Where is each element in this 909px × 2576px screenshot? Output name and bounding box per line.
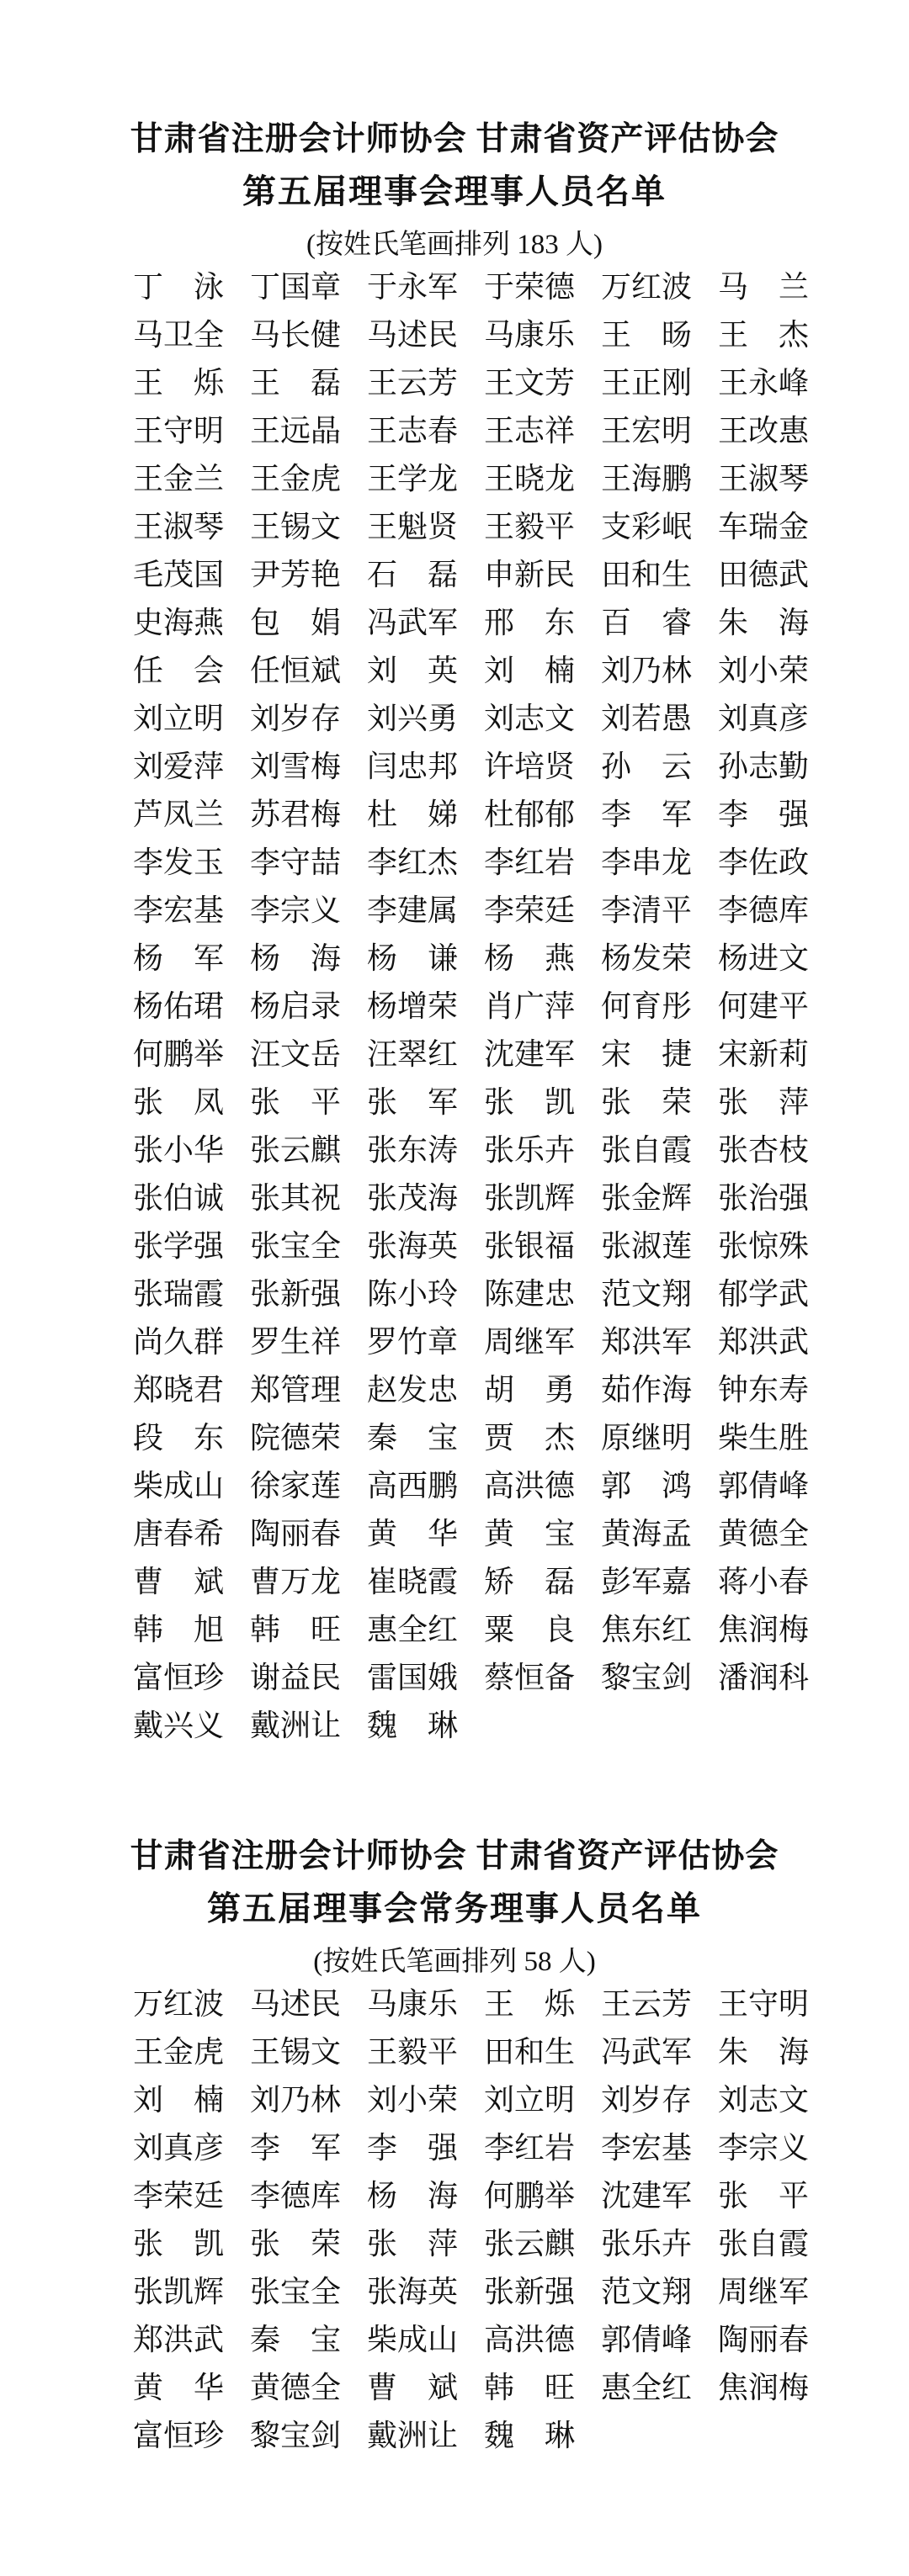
member-name: 王正刚 [601,366,693,400]
member-name: 张新强 [484,2275,576,2308]
member-name: 张其祝 [250,1181,342,1215]
member-name: 李 军 [601,798,693,831]
member-name: 唐春希 [133,1517,225,1550]
member-name: 刘 楠 [133,2083,225,2117]
member-name: 秦 宝 [250,2323,342,2356]
member-name: 刘乃林 [250,2083,342,2117]
member-name: 柴成山 [133,1469,225,1503]
member-name: 黎宝剑 [250,2419,342,2452]
member-name: 张学强 [133,1229,225,1263]
member-name: 李宗义 [250,893,342,927]
member-name: 戴洲让 [250,1709,342,1742]
member-name: 张 平 [250,1085,342,1119]
member-name: 杨启录 [250,989,342,1023]
member-name: 杨进文 [718,941,810,975]
member-name: 王云芳 [601,1987,693,2021]
member-name: 张 平 [718,2179,810,2213]
member-name: 石 磊 [367,558,459,591]
member-name: 史海燕 [133,606,225,639]
member-name: 刘岁存 [601,2083,693,2117]
member-name: 曹万龙 [250,1565,342,1598]
member-name: 马述民 [250,1987,342,2021]
member-name: 曹 斌 [367,2371,459,2404]
member-name: 惠全红 [601,2371,693,2404]
member-name: 何建平 [718,989,810,1023]
member-name: 王金虎 [250,462,342,496]
member-name: 王金兰 [133,462,225,496]
member-name: 钟东寿 [718,1373,810,1407]
member-name: 范文翔 [601,2275,693,2308]
member-name: 张 凯 [133,2227,225,2261]
member-name: 刘志文 [718,2083,810,2117]
member-name: 赵发忠 [367,1373,459,1407]
member-name: 柴成山 [367,2323,459,2356]
member-name: 焦东红 [601,1613,693,1646]
member-name: 丁国章 [250,270,342,304]
member-name: 王远晶 [250,414,342,448]
member-name: 王文芳 [484,366,576,400]
member-name: 王志祥 [484,414,576,448]
member-name: 陈建忠 [484,1277,576,1311]
member-name: 戴洲让 [367,2419,459,2452]
member-name: 王 烁 [133,366,225,400]
member-name: 支彩岷 [601,510,693,543]
list-title: 第五届理事会常务理事人员名单 [207,1890,702,1927]
member-name: 张 荣 [250,2227,342,2261]
member-name: 王金虎 [133,2035,225,2069]
member-name: 韩 旺 [484,2371,576,2404]
member-name: 焦润梅 [718,1613,810,1646]
member-name: 高洪德 [484,1469,576,1503]
member-name: 张 军 [367,1085,459,1119]
member-name: 杜 娣 [367,798,459,831]
member-name: 张乐卉 [484,1133,576,1167]
member-name: 田和生 [601,558,693,591]
member-name: 冯武军 [601,2035,693,2069]
member-name: 王锡文 [250,510,342,543]
member-name: 李红岩 [484,2131,576,2165]
member-name: 李串龙 [601,845,693,879]
member-name: 张自霞 [601,1133,693,1167]
member-name: 矫 磊 [484,1565,576,1598]
member-name: 张海英 [367,2275,459,2308]
member-name: 刘乃林 [601,654,693,687]
member-name: 罗竹章 [367,1325,459,1359]
member-name: 王晓龙 [484,462,576,496]
member-name: 王宏明 [601,414,693,448]
member-name: 任 会 [133,654,225,687]
member-name: 杜郁郁 [484,798,576,831]
member-name: 王改惠 [718,414,810,448]
member-name: 崔晓霞 [367,1565,459,1598]
member-name: 张云麒 [484,2227,576,2261]
member-name: 粟 良 [484,1613,576,1646]
member-name: 芦凤兰 [133,798,225,831]
member-name: 韩 旭 [133,1613,225,1646]
member-name: 朱 海 [718,606,810,639]
member-name: 张茂海 [367,1181,459,1215]
member-name: 王海鹏 [601,462,693,496]
member-name: 马康乐 [484,318,576,352]
member-name: 张杏枝 [718,1133,810,1167]
member-name: 包 娟 [250,606,342,639]
member-name: 李红杰 [367,845,459,879]
member-name: 刘 英 [367,654,459,687]
member-name: 王守明 [718,1987,810,2021]
member-name: 张宝全 [250,1229,342,1263]
member-name: 张宝全 [250,2275,342,2308]
member-name: 刘雪梅 [250,750,342,783]
member-name: 张凯辉 [133,2275,225,2308]
member-name: 冯武军 [367,606,459,639]
member-name: 杨 谦 [367,941,459,975]
member-name: 宋 捷 [601,1037,693,1071]
member-name: 万红波 [133,1987,225,2021]
member-name: 王 磊 [250,366,342,400]
member-name: 李 强 [367,2131,459,2165]
member-name: 王锡文 [250,2035,342,2069]
member-name: 焦润梅 [718,2371,810,2404]
member-name: 王毅平 [367,2035,459,2069]
member-name: 刘小荣 [718,654,810,687]
member-name: 张乐卉 [601,2227,693,2261]
member-name: 刘岁存 [250,702,342,735]
member-name: 任恒斌 [250,654,342,687]
member-name: 汪文岳 [250,1037,342,1071]
member-name: 毛茂国 [133,558,225,591]
member-name: 李宏基 [601,2131,693,2165]
member-name: 汪翠红 [367,1037,459,1071]
member-name: 范文翔 [601,1277,693,1311]
member-name: 何育彤 [601,989,693,1023]
member-name: 马康乐 [367,1987,459,2021]
member-name: 张 凯 [484,1085,576,1119]
member-name: 尹芳艳 [250,558,342,591]
member-name: 张银福 [484,1229,576,1263]
member-name: 张凯辉 [484,1181,576,1215]
member-name: 潘润科 [718,1661,810,1694]
member-name: 于荣德 [484,270,576,304]
member-name: 李 强 [718,798,810,831]
member-name: 王学龙 [367,462,459,496]
list-title: 第五届理事会理事人员名单 [242,172,667,210]
member-name: 杨发荣 [601,941,693,975]
member-name: 沈建军 [484,1037,576,1071]
member-name: 孙志勤 [718,750,810,783]
member-name: 丁 泳 [133,270,225,304]
member-name: 肖广萍 [484,989,576,1023]
names-grid [133,263,909,1750]
member-name: 王魁贤 [367,510,459,543]
member-name: 黄 华 [133,2371,225,2404]
member-name: 尚久群 [133,1325,225,1359]
member-name: 陶丽春 [718,2323,810,2356]
member-name: 郑晓君 [133,1373,225,1407]
member-name: 郭倩峰 [718,1469,810,1503]
member-name: 李发玉 [133,845,225,879]
member-name: 黄 宝 [484,1517,576,1550]
member-name: 王守明 [133,414,225,448]
member-name: 魏 琳 [484,2419,576,2452]
member-name: 蔡恒备 [484,1661,576,1694]
member-name: 张 萍 [367,2227,459,2261]
member-name: 李 军 [250,2131,342,2165]
member-name: 沈建军 [601,2179,693,2213]
member-name: 黄德全 [250,2371,342,2404]
org-title: 甘肃省注册会计师协会 甘肃省资产评估协会 [130,1838,779,1874]
member-name: 苏君梅 [250,798,342,831]
member-name: 孙 云 [601,750,693,783]
member-name: 田和生 [484,2035,576,2069]
member-name: 百 睿 [601,606,693,639]
member-name: 周继军 [718,2275,810,2308]
member-name: 胡 勇 [484,1373,576,1407]
member-name: 刘兴勇 [367,702,459,735]
member-name: 郑洪武 [718,1325,810,1359]
member-name: 何鹏举 [133,1037,225,1071]
member-name: 韩 旺 [250,1613,342,1646]
member-name: 李荣廷 [133,2179,225,2213]
member-name: 田德武 [718,558,810,591]
member-name: 张治强 [718,1181,810,1215]
member-name: 杨增荣 [367,989,459,1023]
member-name: 李荣廷 [484,893,576,927]
member-name: 富恒珍 [133,2419,225,2452]
member-name: 刘志文 [484,702,576,735]
member-name: 张惊殊 [718,1229,810,1263]
member-name: 张东涛 [367,1133,459,1167]
member-name: 刘真彦 [133,2131,225,2165]
member-name: 杨 燕 [484,941,576,975]
member-name: 郑管理 [250,1373,342,1407]
member-name: 张 荣 [601,1085,693,1119]
member-name: 秦 宝 [367,1421,459,1455]
member-name: 陶丽春 [250,1517,342,1550]
member-name: 张小华 [133,1133,225,1167]
member-name: 张海英 [367,1229,459,1263]
sort-note: (按姓氏笔画排列 183 人) [306,230,603,260]
member-name: 张自霞 [718,2227,810,2261]
member-name: 王永峰 [718,366,810,400]
member-name: 李德库 [718,893,810,927]
member-name: 刘立明 [484,2083,576,2117]
member-name: 宋新莉 [718,1037,810,1071]
member-name: 惠全红 [367,1613,459,1646]
member-name: 李德库 [250,2179,342,2213]
member-name: 雷国娥 [367,1661,459,1694]
member-name: 郑洪军 [601,1325,693,1359]
member-name: 刘 楠 [484,654,576,687]
member-name: 郑洪武 [133,2323,225,2356]
member-name: 于永军 [367,270,459,304]
member-name: 张伯诚 [133,1181,225,1215]
member-name: 高洪德 [484,2323,576,2356]
member-name: 王 烁 [484,1987,576,2021]
member-name: 王毅平 [484,510,576,543]
member-name: 杨佑珺 [133,989,225,1023]
member-name: 罗生祥 [250,1325,342,1359]
member-name: 徐家莲 [250,1469,342,1503]
member-name: 高西鹏 [367,1469,459,1503]
member-name: 刘立明 [133,702,225,735]
member-name: 富恒珍 [133,1661,225,1694]
member-name: 张新强 [250,1277,342,1311]
member-name: 周继军 [484,1325,576,1359]
member-name: 王云芳 [367,366,459,400]
member-name: 茹作海 [601,1373,693,1407]
member-name: 许培贤 [484,750,576,783]
member-name: 马 兰 [718,270,810,304]
member-name: 院德荣 [250,1421,342,1455]
member-name: 郁学武 [718,1277,810,1311]
member-name: 谢益民 [250,1661,342,1694]
member-name: 黄 华 [367,1517,459,1550]
member-name: 李宏基 [133,893,225,927]
member-name: 马长健 [250,318,342,352]
member-name: 黄德全 [718,1517,810,1550]
member-name: 彭军嘉 [601,1565,693,1598]
member-name: 刘真彦 [718,702,810,735]
member-name: 原继明 [601,1421,693,1455]
org-title: 甘肃省注册会计师协会 甘肃省资产评估协会 [130,121,779,157]
member-name: 李清平 [601,893,693,927]
member-name: 张云麒 [250,1133,342,1167]
member-name: 李红岩 [484,845,576,879]
member-name: 马述民 [367,318,459,352]
member-name: 朱 海 [718,2035,810,2069]
standing-council-members-section [0,1837,909,2460]
member-name: 杨 军 [133,941,225,975]
member-name: 申新民 [484,558,576,591]
member-name: 刘小荣 [367,2083,459,2117]
member-name: 张 萍 [718,1085,810,1119]
member-name: 李宗义 [718,2131,810,2165]
member-name: 杨 海 [250,941,342,975]
member-name: 戴兴义 [133,1709,225,1742]
member-name: 曹 斌 [133,1565,225,1598]
member-name: 张淑莲 [601,1229,693,1263]
member-name: 王 杰 [718,318,810,352]
member-name: 魏 琳 [367,1709,459,1742]
member-name: 贾 杰 [484,1421,576,1455]
member-name: 李建属 [367,893,459,927]
member-name: 黄海孟 [601,1517,693,1550]
member-name: 王志春 [367,414,459,448]
member-name: 邢 东 [484,606,576,639]
member-name: 王淑琴 [718,462,810,496]
names-grid [133,1980,909,2460]
member-name: 刘若愚 [601,702,693,735]
member-name: 马卫全 [133,318,225,352]
member-name: 蒋小春 [718,1565,810,1598]
member-name: 车瑞金 [718,510,810,543]
member-name: 郭 鸿 [601,1469,693,1503]
member-name: 闫忠邦 [367,750,459,783]
member-name: 黎宝剑 [601,1661,693,1694]
member-name: 李佐政 [718,845,810,879]
member-name: 段 东 [133,1421,225,1455]
member-name: 张瑞霞 [133,1277,225,1311]
member-name: 王 旸 [601,318,693,352]
member-name: 万红波 [601,270,693,304]
member-name: 陈小玲 [367,1277,459,1311]
member-name: 张金辉 [601,1181,693,1215]
member-name: 张 凤 [133,1085,225,1119]
member-name: 何鹏举 [484,2179,576,2213]
member-name: 刘爱萍 [133,750,225,783]
member-name: 李守喆 [250,845,342,879]
sort-note: (按姓氏笔画排列 58 人) [313,1947,596,1977]
member-name: 王淑琴 [133,510,225,543]
member-name: 柴生胜 [718,1421,810,1455]
member-name: 杨 海 [367,2179,459,2213]
member-name: 郭倩峰 [601,2323,693,2356]
